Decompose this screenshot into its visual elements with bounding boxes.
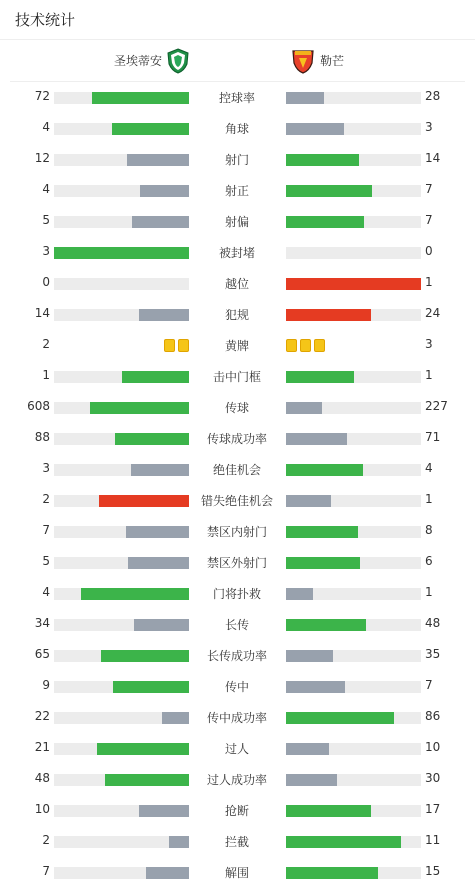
away-stat-bar-track xyxy=(286,185,421,197)
home-stat-bar-track xyxy=(54,619,189,631)
home-stat-bar-track xyxy=(54,433,189,445)
stat-row xyxy=(0,245,475,276)
away-stat-bar xyxy=(286,154,359,166)
home-stat-bar xyxy=(54,247,189,259)
away-stat-value: 35 xyxy=(425,647,441,661)
stat-row xyxy=(0,338,475,369)
yellow-card-icon xyxy=(178,339,189,352)
home-stat-bar xyxy=(112,123,189,135)
home-stat-value: 14 xyxy=(34,306,50,320)
away-stat-bar-track xyxy=(286,92,421,104)
page-title: 技术统计 xyxy=(15,11,76,29)
home-stat-bar xyxy=(140,185,189,197)
stat-label: 错失绝佳机会 xyxy=(200,494,273,508)
home-stat-bar xyxy=(132,216,189,228)
away-stat-bar-track xyxy=(286,216,421,228)
away-stat-bar xyxy=(286,805,371,817)
away-stat-value: 7 xyxy=(425,678,433,692)
home-stat-value: 2 xyxy=(42,337,50,351)
away-team-name[interactable]: 勒芒 xyxy=(320,54,345,68)
stat-row xyxy=(0,276,475,307)
away-stat-value: 7 xyxy=(425,182,433,196)
stat-label: 过人 xyxy=(224,742,249,756)
away-stat-value: 14 xyxy=(425,151,441,165)
home-stat-bar xyxy=(146,867,189,879)
home-stat-bar-track xyxy=(54,526,189,538)
home-stat-bar-track xyxy=(54,402,189,414)
away-stat-value: 30 xyxy=(425,771,441,785)
home-stat-value: 34 xyxy=(34,616,50,630)
home-stat-bar-track xyxy=(54,154,189,166)
away-stat-bar-track xyxy=(286,495,421,507)
stats-list xyxy=(0,90,475,896)
home-stat-bar xyxy=(139,805,189,817)
home-stat-bar xyxy=(169,836,189,848)
home-stat-bar-track xyxy=(54,216,189,228)
stat-row xyxy=(0,90,475,121)
away-stat-bar xyxy=(286,619,366,631)
home-stat-bar-track xyxy=(54,650,189,662)
home-stat-value: 88 xyxy=(34,430,50,444)
away-stat-bar-track xyxy=(286,836,421,848)
stat-row xyxy=(0,679,475,710)
home-stat-bar xyxy=(122,371,190,383)
away-stat-bar xyxy=(286,743,329,755)
home-stat-bar-track xyxy=(54,588,189,600)
away-stat-bar-track xyxy=(286,402,421,414)
stat-row xyxy=(0,834,475,865)
home-stat-bar xyxy=(115,433,189,445)
home-stat-value: 4 xyxy=(42,585,50,599)
yellow-card-icon xyxy=(164,339,175,352)
home-stat-value: 7 xyxy=(42,523,50,537)
home-stat-bar-track xyxy=(54,371,189,383)
home-team-name[interactable]: 圣埃蒂安 xyxy=(113,54,162,68)
stat-row xyxy=(0,493,475,524)
away-stat-value: 17 xyxy=(425,802,441,816)
away-stat-bar-track xyxy=(286,557,421,569)
stat-row xyxy=(0,865,475,896)
home-stat-bar-track xyxy=(54,464,189,476)
home-stat-bar xyxy=(81,588,189,600)
home-stat-value: 2 xyxy=(42,833,50,847)
stat-row xyxy=(0,803,475,834)
home-stat-value: 65 xyxy=(34,647,50,661)
away-stat-value: 1 xyxy=(425,368,433,382)
away-stat-bar xyxy=(286,464,363,476)
stat-row xyxy=(0,183,475,214)
away-stat-bar xyxy=(286,774,337,786)
home-stat-value: 608 xyxy=(27,399,50,413)
away-stat-bar xyxy=(286,557,360,569)
home-stat-value: 4 xyxy=(42,120,50,134)
away-stat-value: 8 xyxy=(425,523,433,537)
stat-label: 传中 xyxy=(224,680,249,694)
away-yellow-cards xyxy=(286,339,325,353)
stat-label: 门将扑救 xyxy=(212,587,261,601)
away-stat-bar-track xyxy=(286,681,421,693)
home-stat-bar xyxy=(162,712,189,724)
away-stat-value: 24 xyxy=(425,306,441,320)
away-stat-bar xyxy=(286,836,401,848)
stat-label: 长传 xyxy=(224,618,249,632)
away-stat-bar xyxy=(286,526,358,538)
away-stat-bar xyxy=(286,650,333,662)
stat-label: 过人成功率 xyxy=(206,773,267,787)
stat-row xyxy=(0,772,475,803)
home-stat-bar-track xyxy=(54,681,189,693)
stat-label: 越位 xyxy=(224,277,249,291)
home-stat-bar-track xyxy=(54,92,189,104)
stat-label: 射偏 xyxy=(224,215,249,229)
stat-row xyxy=(0,462,475,493)
stat-row xyxy=(0,555,475,586)
home-stat-bar-track xyxy=(54,247,189,259)
stat-label: 解围 xyxy=(224,866,249,880)
away-team-crest-icon[interactable] xyxy=(291,48,315,74)
home-stat-value: 7 xyxy=(42,864,50,878)
away-stat-bar xyxy=(286,92,324,104)
stat-label: 击中门框 xyxy=(212,370,261,384)
away-stat-bar-track xyxy=(286,464,421,476)
stat-row xyxy=(0,586,475,617)
away-stat-value: 11 xyxy=(425,833,441,847)
stat-label: 拦截 xyxy=(224,835,249,849)
home-stat-bar xyxy=(127,154,189,166)
teams-bar xyxy=(10,40,465,82)
home-stat-bar-track xyxy=(54,123,189,135)
away-stat-bar xyxy=(286,681,345,693)
home-stat-bar xyxy=(105,774,189,786)
away-stat-bar xyxy=(286,123,344,135)
stat-row xyxy=(0,741,475,772)
stat-row xyxy=(0,617,475,648)
home-stat-bar-track xyxy=(54,278,189,290)
away-stat-bar-track xyxy=(286,123,421,135)
away-stat-value: 0 xyxy=(425,244,433,258)
stat-label: 传球 xyxy=(224,401,249,415)
away-stat-bar-track xyxy=(286,712,421,724)
stat-label: 射正 xyxy=(224,184,249,198)
stat-row xyxy=(0,369,475,400)
home-stat-value: 12 xyxy=(34,151,50,165)
stat-label: 角球 xyxy=(224,122,249,136)
home-stat-value: 10 xyxy=(34,802,50,816)
away-stat-value: 28 xyxy=(425,89,441,103)
home-yellow-cards xyxy=(164,339,189,353)
away-stat-value: 86 xyxy=(425,709,441,723)
away-stat-bar-track xyxy=(286,867,421,879)
stat-label: 长传成功率 xyxy=(206,649,267,663)
away-stat-value: 227 xyxy=(425,399,448,413)
home-stat-bar-track xyxy=(54,309,189,321)
home-stat-value: 5 xyxy=(42,213,50,227)
yellow-card-icon xyxy=(314,339,325,352)
stat-label: 传中成功率 xyxy=(206,711,267,725)
home-stat-bar-track xyxy=(54,836,189,848)
home-stat-value: 9 xyxy=(42,678,50,692)
away-stat-bar xyxy=(286,185,372,197)
stat-label: 禁区外射门 xyxy=(206,556,267,570)
stat-label: 绝佳机会 xyxy=(212,463,261,477)
away-stat-bar xyxy=(286,278,421,290)
away-stat-value: 1 xyxy=(425,275,433,289)
home-stat-value: 22 xyxy=(34,709,50,723)
away-stat-value: 6 xyxy=(425,554,433,568)
home-stat-bar xyxy=(139,309,189,321)
home-stat-value: 3 xyxy=(42,461,50,475)
away-stat-value: 71 xyxy=(425,430,441,444)
stat-row xyxy=(0,710,475,741)
stat-row xyxy=(0,431,475,462)
home-stat-bar-track xyxy=(54,774,189,786)
away-stat-bar xyxy=(286,588,313,600)
stat-row xyxy=(0,400,475,431)
stat-label: 犯规 xyxy=(224,308,249,322)
away-stat-bar xyxy=(286,495,331,507)
stat-row xyxy=(0,121,475,152)
away-stat-value: 1 xyxy=(425,492,433,506)
home-stat-bar xyxy=(131,464,189,476)
home-stat-value: 0 xyxy=(42,275,50,289)
away-stat-bar xyxy=(286,216,364,228)
away-stat-bar-track xyxy=(286,309,421,321)
away-stat-bar-track xyxy=(286,526,421,538)
away-stat-bar-track xyxy=(286,619,421,631)
home-stat-value: 21 xyxy=(34,740,50,754)
yellow-card-icon xyxy=(286,339,297,352)
home-stat-bar-track xyxy=(54,185,189,197)
home-stat-bar xyxy=(101,650,189,662)
away-stat-bar xyxy=(286,867,378,879)
stat-label: 被封堵 xyxy=(218,246,255,260)
home-stat-bar xyxy=(113,681,189,693)
home-stat-value: 3 xyxy=(42,244,50,258)
away-stat-bar-track xyxy=(286,650,421,662)
away-stat-bar-track xyxy=(286,588,421,600)
home-stat-bar xyxy=(126,526,189,538)
away-stat-bar-track xyxy=(286,278,421,290)
stat-row xyxy=(0,307,475,338)
away-stat-value: 48 xyxy=(425,616,441,630)
away-stat-bar xyxy=(286,433,347,445)
home-stat-value: 4 xyxy=(42,182,50,196)
away-stat-bar-track xyxy=(286,433,421,445)
away-stat-bar-track xyxy=(286,247,421,259)
away-stat-value: 4 xyxy=(425,461,433,475)
home-stat-bar-track xyxy=(54,557,189,569)
home-stat-bar-track xyxy=(54,495,189,507)
away-stat-value: 15 xyxy=(425,864,441,878)
away-stat-value: 10 xyxy=(425,740,441,754)
home-stat-value: 72 xyxy=(34,89,50,103)
home-stat-bar xyxy=(97,743,189,755)
stat-row xyxy=(0,648,475,679)
stat-label: 抢断 xyxy=(224,804,249,818)
home-stat-value: 48 xyxy=(34,771,50,785)
away-stat-value: 3 xyxy=(425,120,433,134)
away-stat-bar-track xyxy=(286,805,421,817)
home-stat-bar-track xyxy=(54,805,189,817)
away-stat-value: 1 xyxy=(425,585,433,599)
stat-row xyxy=(0,214,475,245)
away-stat-bar-track xyxy=(286,154,421,166)
home-stat-bar xyxy=(90,402,189,414)
home-stat-bar-track xyxy=(54,712,189,724)
yellow-card-icon xyxy=(300,339,311,352)
stat-row xyxy=(0,152,475,183)
home-stat-value: 2 xyxy=(42,492,50,506)
stat-label: 传球成功率 xyxy=(206,432,267,446)
stat-label: 黄牌 xyxy=(224,339,249,353)
stat-label: 射门 xyxy=(224,153,249,167)
home-stat-bar xyxy=(128,557,189,569)
away-stat-value: 3 xyxy=(425,337,433,351)
away-stat-bar-track xyxy=(286,743,421,755)
away-stat-value: 7 xyxy=(425,213,433,227)
home-stat-bar xyxy=(99,495,189,507)
away-stat-bar xyxy=(286,309,371,321)
away-stat-bar-track xyxy=(286,774,421,786)
home-stat-value: 1 xyxy=(42,368,50,382)
stat-label: 禁区内射门 xyxy=(206,525,267,539)
home-team-crest-icon[interactable] xyxy=(166,48,190,74)
away-stat-bar-track xyxy=(286,371,421,383)
away-stat-bar xyxy=(286,712,394,724)
home-stat-bar xyxy=(134,619,189,631)
away-stat-bar xyxy=(286,402,322,414)
home-stat-bar-track xyxy=(54,743,189,755)
stats-header xyxy=(0,0,475,40)
home-stat-bar xyxy=(92,92,189,104)
home-stat-bar-track xyxy=(54,867,189,879)
stat-row xyxy=(0,524,475,555)
home-stat-value: 5 xyxy=(42,554,50,568)
stat-label: 控球率 xyxy=(218,91,255,105)
away-stat-bar xyxy=(286,371,354,383)
